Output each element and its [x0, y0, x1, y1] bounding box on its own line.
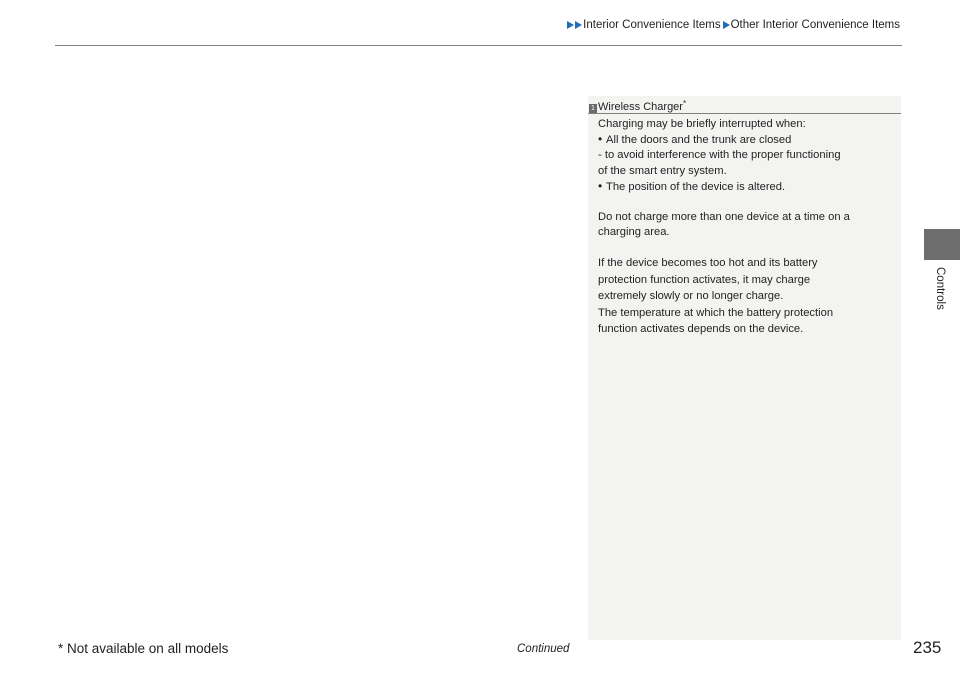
note-body — [598, 117, 893, 338]
note-ref-number: 1 — [589, 104, 597, 113]
breadcrumb — [567, 19, 901, 31]
list-item-detail: - to avoid interference with the proper functioning — [598, 149, 841, 162]
paragraph-line: protection function activates, it may charge — [598, 273, 811, 286]
not-available-mark: * — [682, 99, 687, 108]
breadcrumb-item-interior-convenience[interactable]: Interior Convenience Items — [583, 19, 721, 31]
paragraph-line: function activates depends on the device. — [598, 323, 804, 336]
header-divider — [55, 45, 902, 46]
paragraph-line: Do not charge more than one device at a time on a — [598, 211, 850, 224]
paragraph-line: charging area. — [598, 226, 670, 239]
paragraph-line: extremely slowly or no longer charge. — [598, 290, 784, 303]
list-item: • The position of the device is altered. — [598, 178, 786, 193]
page-number: 235 — [913, 638, 942, 657]
paragraph-line: The temperature at which the battery protection — [598, 306, 834, 319]
note-title-text: Wireless Charger — [598, 101, 683, 113]
bullet-icon: • — [598, 178, 603, 193]
breadcrumb-item-other-interior[interactable]: Other Interior Convenience Items — [730, 19, 900, 31]
arrow-right-icon — [575, 21, 582, 29]
section-tab-marker — [924, 229, 960, 260]
note-title — [588, 96, 901, 114]
section-tab-label[interactable]: Controls — [934, 267, 946, 310]
continued-label: Continued — [517, 643, 570, 655]
bullet-icon: • — [598, 132, 603, 147]
paragraph-line: If the device becomes too hot and its battery — [598, 257, 818, 270]
list-item: • All the doors and the trunk are closed — [598, 132, 792, 147]
arrow-right-icon — [723, 21, 730, 29]
arrow-right-icon — [567, 21, 574, 29]
list-item-detail: of the smart entry system. — [598, 164, 727, 177]
availability-footnote: * Not available on all models — [58, 641, 229, 656]
note-intro: Charging may be briefly interrupted when: — [598, 118, 806, 130]
